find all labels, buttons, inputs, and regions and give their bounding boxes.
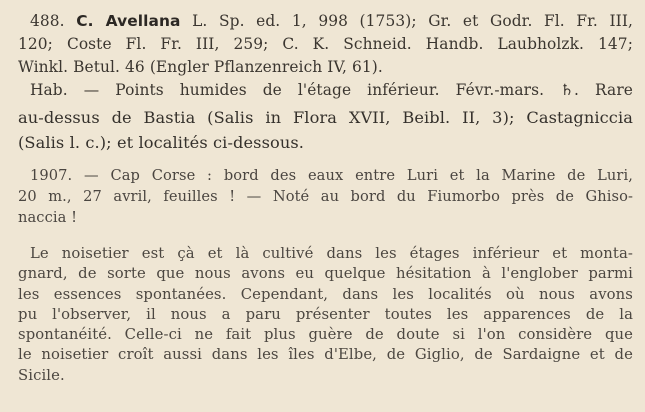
habitat-line: Hab. — Points humides de l'étage inférieur. Févr.-mars. ♄. Rare bbox=[30, 81, 633, 99]
entry-line-1 bbox=[18, 10, 633, 33]
record-line-1: 1907. — Cap Corse : bord des eaux entre Luri et la Marine de Luri, bbox=[30, 167, 633, 184]
entry-citation-start: L. Sp. ed. 1, 998 (1753); Gr. et Godr. Fl. Fr. III, bbox=[180, 12, 634, 30]
entry-number: 488. bbox=[30, 12, 65, 30]
collection-records bbox=[18, 165, 633, 228]
commentary-line-4: pu l'observer, il nous a paru présenter toutes les apparences de la bbox=[18, 305, 633, 323]
commentary-paragraph bbox=[18, 244, 633, 386]
entry-line-2: 120; Coste Fl. Fr. III, 259; C. K. Schneid. Handb. Laubholzk. 147; bbox=[18, 35, 633, 53]
record-line-2: 20 m., 27 avril, feuilles ! — Noté au bord du Fiumorbo près de Ghiso- bbox=[18, 188, 633, 205]
commentary-line-1: Le noisetier est çà et là cultivé dans les étages inférieur et monta- bbox=[30, 245, 633, 262]
entry-line-3: Winkl. Betul. 46 (Engler Pflanzenreich IV, 61). bbox=[18, 58, 383, 76]
habitat-line-2: au-dessus de Bastia (Salis in Flora XVII, Beibl. II, 3); Castagniccia bbox=[18, 108, 633, 127]
commentary-line-7: Sicile. bbox=[18, 366, 65, 384]
habitat-continuation bbox=[18, 105, 633, 155]
habitat-line-3: (Salis l. c.); et localités ci-dessous. bbox=[18, 133, 305, 152]
species-name: C. Avellana bbox=[76, 12, 181, 30]
commentary-line-6: le noisetier croît aussi dans les îles d'Elbe, de Giglio, de Sardaigne et de bbox=[18, 346, 633, 364]
commentary-line-5: spontanéité. Celle-ci ne fait plus guère de doute si l'on considère que bbox=[18, 326, 633, 344]
species-entry bbox=[18, 10, 633, 102]
record-line-3: naccia ! bbox=[18, 209, 78, 226]
commentary-line-2: gnard, de sorte que nous avons eu quelque hésitation à l'englober parmi bbox=[18, 265, 633, 283]
commentary-line-3: les essences spontanées. Cependant, dans les localités où nous avons bbox=[18, 285, 633, 303]
